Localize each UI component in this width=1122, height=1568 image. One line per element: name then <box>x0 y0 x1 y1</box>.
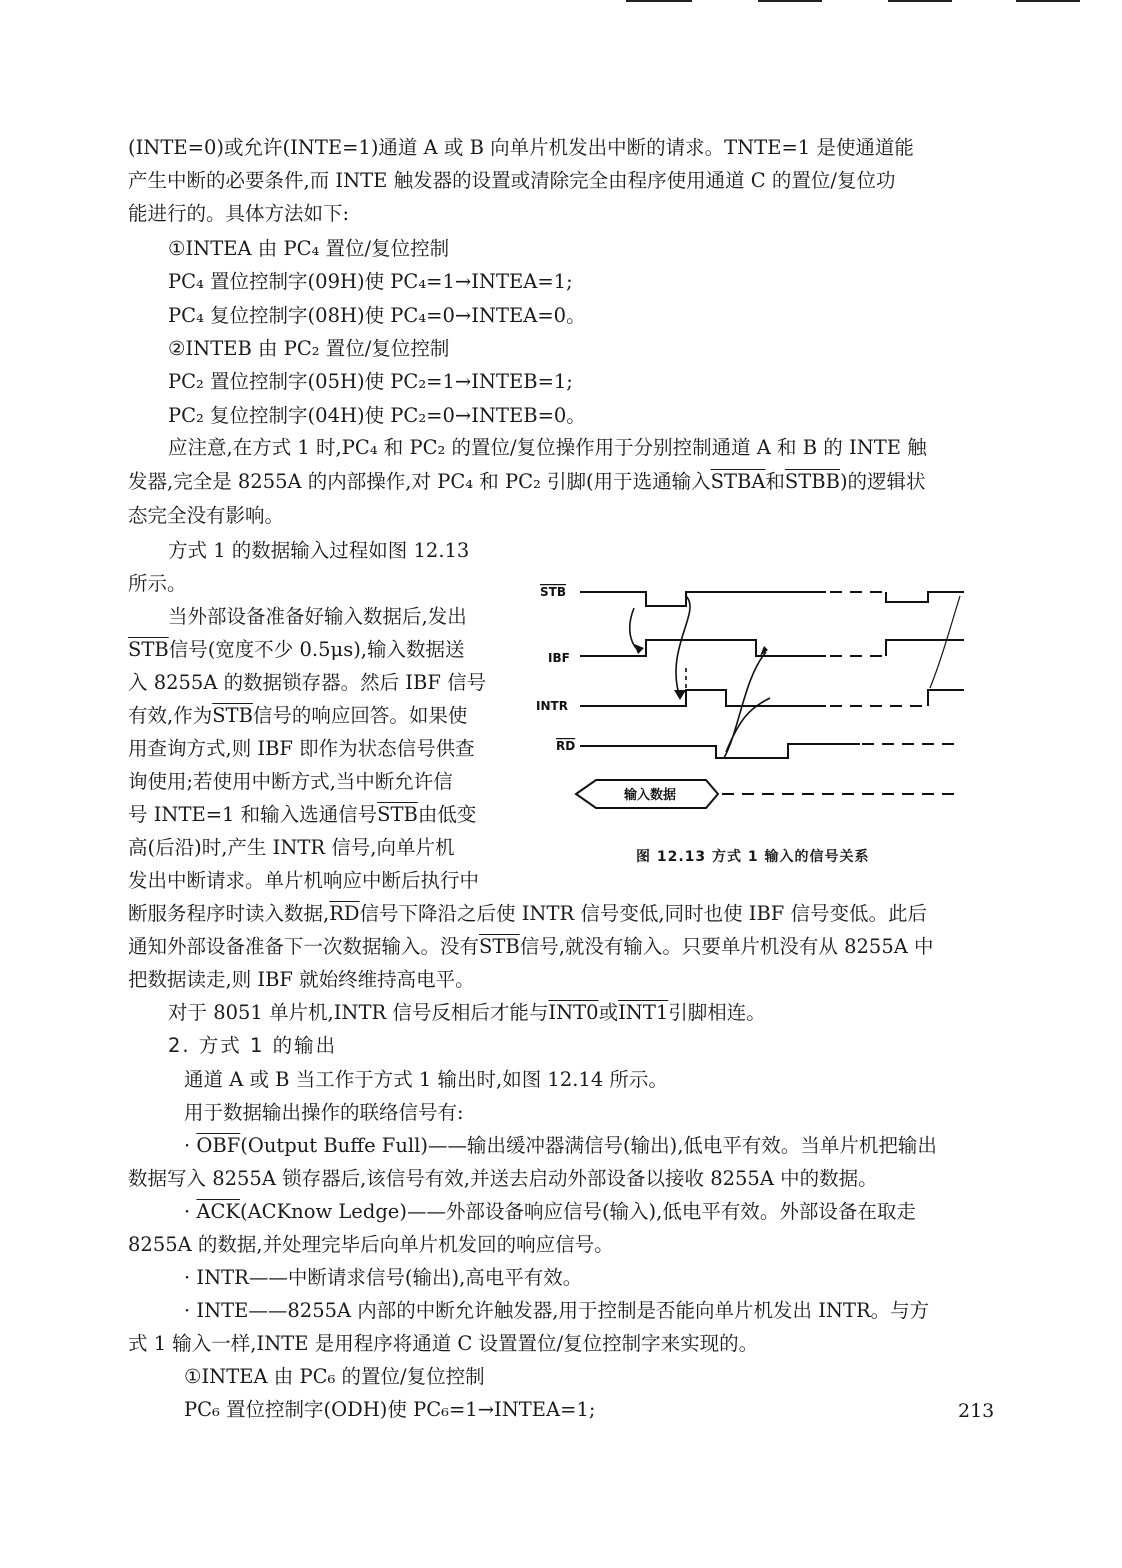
list1-item1: ①INTEA 由 PC₄ 置位/复位控制 <box>168 237 450 260</box>
pc6-line: PC₆ 置位控制字(ODH)使 PC₆=1→INTEA=1; <box>184 1398 596 1421</box>
top-rule <box>758 0 822 2</box>
rd-waveform <box>580 744 860 758</box>
signal-label-ibf: IBF <box>548 651 570 665</box>
int0-signal: INT0 <box>548 1001 599 1024</box>
stb-waveform <box>580 592 826 606</box>
cont-line2: 通知外部设备准备下一次数据输入。没有$\overline{STB}$信号,就没有输入。只要单片机没有从 8255A 中 <box>128 935 934 958</box>
side-line1: 方式 1 的数据输入过程如图 12.13 <box>168 539 470 562</box>
note-line3: 态完全没有影响。 <box>128 504 285 527</box>
ack-line1: · $\overline{ACK}(ACKnow$ Ledge)——外部设备响应信号(输入),低电平有效。外部设备在取走 <box>184 1200 916 1223</box>
para1-line2: 产生中断的必要条件,而 INTE 触发器的设置或清除完全由程序使用通道 C 的置位/复位功 <box>128 169 896 192</box>
ack-line2: 8255A 的数据,并处理完毕后向单片机发回的响应信号。 <box>128 1233 614 1256</box>
para1-line3: 能进行的。具体方法如下: <box>128 202 350 225</box>
page-number: 213 <box>958 1400 995 1422</box>
side-line3: 当外部设备准备好输入数据后,发出 <box>168 605 467 628</box>
intr-waveform <box>580 690 826 706</box>
int1-signal: INT1 <box>618 1001 669 1024</box>
list1-item6: PC₂ 复位控制字(04H)使 PC₂=0→INTEB=0。 <box>168 404 586 427</box>
ibf-waveform <box>580 640 826 656</box>
signal-label-intr: INTR <box>536 699 568 713</box>
note-line1: 应注意,在方式 1 时,PC₄ 和 PC₂ 的置位/复位操作用于分别控制通道 A 和 B 的 INTE 触 <box>168 436 927 459</box>
figure-caption: 图 12.13 方式 1 输入的信号关系 <box>636 849 870 865</box>
list1-item4: ②INTEB 由 PC₂ 置位/复位控制 <box>168 337 450 360</box>
side-line5: 入 8255A 的数据锁存器。然后 IBF 信号 <box>128 671 487 694</box>
inte-line2: 式 1 输入一样,INTE 是用程序将通道 C 设置置位/复位控制字来实现的。 <box>128 1332 759 1355</box>
data-bus-label: 输入数据 <box>623 788 677 803</box>
side-line8: 询使用;若使用中断方式,当中断允许信 <box>128 770 453 793</box>
stba-signal: STBA <box>710 470 766 493</box>
side-line7: 用查询方式,则 IBF 即作为状态信号供查 <box>128 737 475 760</box>
out-line2: 用于数据输出操作的联络信号有: <box>184 1101 464 1124</box>
p8051-line: 对于 8051 单片机,INTR 信号反相后才能与INT0或INT1引脚相连。 <box>168 1001 766 1024</box>
intea-line: ①INTEA 由 PC₆ 的置位/复位控制 <box>184 1365 485 1388</box>
rd-signal: $\overline{RD}$ <box>329 902 360 925</box>
signal-label-rd: RD <box>556 739 576 753</box>
obf-signal: $\overline{OBF}$ <box>196 1134 241 1157</box>
intr-line: · INTR——中断请求信号(输出),高电平有效。 <box>184 1266 583 1289</box>
stb-signal: $\overline{STB}$ <box>479 935 520 958</box>
note-line2: 发器,完全是 8255A 的内部操作,对 PC₄ 和 PC₂ 引脚(用于选通输入STBA和STBB)的逻辑状 <box>128 470 926 493</box>
side-line9: 号 INTE=1 和输入选通信号$\overline{STB}$由低变 <box>128 803 477 826</box>
out-line1: 通道 A 或 B 当工作于方式 1 输出时,如图 12.14 所示。 <box>184 1068 668 1091</box>
top-rule <box>888 0 952 2</box>
side-line2: 所示。 <box>128 572 187 595</box>
stb-signal: $\overline{STB}$ <box>128 638 169 661</box>
side-line10: 高(后沿)时,产生 INTR 信号,向单片机 <box>128 836 455 859</box>
list1-item2: PC₄ 置位控制字(09H)使 PC₄=1→INTEA=1; <box>168 270 573 293</box>
timing-diagram <box>530 568 980 818</box>
cont-line1: 断服务程序时读入数据$,\overline{RD}$信号下降沿之后使 INTR 信号变低,同时也使 IBF 信号变低。此后 <box>128 902 928 925</box>
side-line6: 有效,作为$\overline{STB}$信号的响应回答。如果使 <box>128 704 468 727</box>
list1-item5: PC₂ 置位控制字(05H)使 PC₂=1→INTEB=1; <box>168 370 573 393</box>
ack-signal: $\overline{ACK}$ <box>196 1200 240 1223</box>
para1-line1: (INTE=0)或允许(INTE=1)通道 A 或 B 向单片机发出中断的请求。TNTE=1 是使通道能 <box>128 136 914 159</box>
stb-signal: $\overline{STB}$ <box>212 704 253 727</box>
side-line4: $\overline{STB}$信号(宽度不少 0.5μs),输入数据送 <box>128 638 465 661</box>
stbb-signal: STBB <box>784 470 840 493</box>
side-line11: 发出中断请求。单片机响应中断后执行中 <box>128 869 480 892</box>
obf-line1: · $\overline{OBF}(Output$ Buffe Full)——输出缓冲器满信号(输出),低电平有效。当单片机把输出 <box>184 1134 937 1157</box>
obf-line2: 数据写入 8255A 锁存器后,该信号有效,并送去启动外部设备以接收 8255A 中的数据。 <box>128 1167 878 1190</box>
signal-label-stb: STB <box>540 585 566 599</box>
top-rule <box>1016 0 1080 2</box>
top-rule <box>626 0 692 2</box>
list1-item3: PC₄ 复位控制字(08H)使 PC₄=0→INTEA=0。 <box>168 304 586 327</box>
cont-line3: 把数据读走,则 IBF 就始终维持高电平。 <box>128 968 475 991</box>
inte-line1: · INTE——8255A 内部的中断允许触发器,用于控制是否能向单片机发出 INTR。与方 <box>184 1299 930 1322</box>
section-heading: 2. 方式 1 的输出 <box>168 1034 338 1057</box>
stb-signal: $\overline{STB}$ <box>377 803 418 826</box>
